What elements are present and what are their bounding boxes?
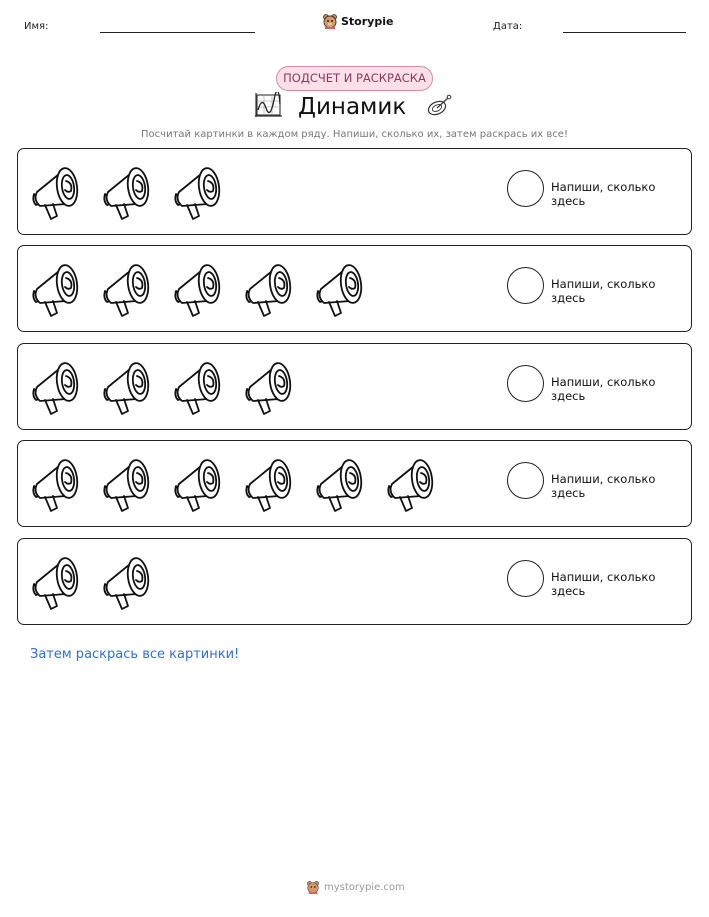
- megaphone-icon: [28, 161, 82, 223]
- row-pictures: [28, 551, 153, 613]
- answer-label: Напиши, сколько здесь: [551, 277, 656, 305]
- count-row-5: [17, 538, 692, 625]
- graph-chart-icon: [255, 92, 283, 118]
- answer-label: Напиши, сколько здесь: [551, 375, 656, 403]
- megaphone-icon: [241, 453, 295, 515]
- megaphone-icon: [99, 453, 153, 515]
- answer-circle[interactable]: [507, 365, 544, 402]
- megaphone-icon: [241, 258, 295, 320]
- answer-label: Напиши, сколько здесь: [551, 570, 656, 598]
- megaphone-icon: [28, 551, 82, 613]
- megaphone-icon: [312, 453, 366, 515]
- answer-label: Напиши, сколько здесь: [551, 472, 656, 500]
- name-line[interactable]: [100, 32, 255, 33]
- storypie-mascot-icon: [306, 880, 320, 894]
- name-label: Имя:: [24, 21, 49, 32]
- megaphone-icon: [170, 453, 224, 515]
- row-pictures: [28, 356, 295, 418]
- satellite-dish-icon: [426, 94, 454, 116]
- coloring-instruction: Затем раскрась все картинки!: [30, 647, 240, 662]
- footer-url: mystorypie.com: [324, 881, 405, 893]
- megaphone-icon: [99, 551, 153, 613]
- megaphone-icon: [170, 258, 224, 320]
- megaphone-icon: [241, 356, 295, 418]
- megaphone-icon: [28, 453, 82, 515]
- brand-logo: [322, 13, 393, 29]
- megaphone-icon: [383, 453, 437, 515]
- footer: [306, 880, 405, 894]
- date-label: Дата:: [493, 21, 523, 32]
- row-pictures: [28, 453, 437, 515]
- megaphone-icon: [28, 258, 82, 320]
- row-pictures: [28, 258, 366, 320]
- megaphone-icon: [99, 258, 153, 320]
- count-row-1: [17, 148, 692, 235]
- count-row-4: [17, 440, 692, 527]
- answer-label: Напиши, сколько здесь: [551, 180, 656, 208]
- answer-circle[interactable]: [507, 170, 544, 207]
- megaphone-icon: [99, 356, 153, 418]
- count-row-2: [17, 245, 692, 332]
- page-title: Динамик: [298, 94, 407, 120]
- megaphone-icon: [99, 161, 153, 223]
- answer-circle[interactable]: [507, 560, 544, 597]
- answer-circle[interactable]: [507, 267, 544, 304]
- answer-circle[interactable]: [507, 462, 544, 499]
- date-line[interactable]: [563, 32, 686, 33]
- megaphone-icon: [170, 356, 224, 418]
- activity-badge: ПОДСЧЕТ И РАСКРАСКА: [276, 66, 433, 91]
- megaphone-icon: [312, 258, 366, 320]
- megaphone-icon: [170, 161, 224, 223]
- megaphone-icon: [28, 356, 82, 418]
- brand-name: Storypie: [341, 14, 394, 28]
- count-row-3: [17, 343, 692, 430]
- instructions: Посчитай картинки в каждом ряду. Напиши, сколько их, затем раскрась их все!: [141, 129, 568, 140]
- row-pictures: [28, 161, 224, 223]
- storypie-mascot-icon: [322, 13, 338, 29]
